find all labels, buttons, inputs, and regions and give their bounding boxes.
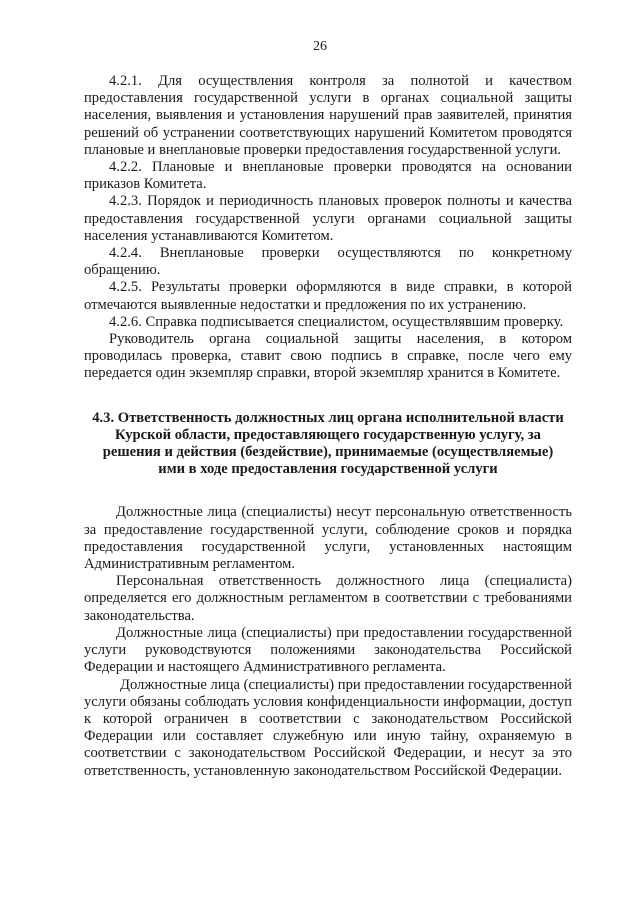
paragraph-confidentiality: Должностные лица (специалисты) при предоставлении государственной услуги обязаны соблюдать условия конфиденциальности информации, доступ к которой ограничен в соответствии с законодательством Российской Федерации или составляет служебную или иную тайну, охраняемую в соответствии с законодательством Российской Федерации, и несут за это ответственность, установленную законодательством Российской Федерации. [84,676,572,779]
paragraph-4-2-1: 4.2.1. Для осуществления контроля за полнотой и качеством предоставления государственной услуги в органах социальной защиты населения, выявления и установления нарушений прав заявителей, принятия решений об устранении соответствующих нарушений Комитетом проводятся плановые и внеплановые проверки предоставления государственной услуги. [84,73,572,158]
paragraph-4-2-5: 4.2.5. Результаты проверки оформляются в виде справки, в которой отмечаются выявленные недостатки и предложения по их устранению. [84,279,572,313]
paragraph-personal-responsibility: Персональная ответственность должностного лица (специалиста) определяется его должностным регламентом в соответствии с требованиями законодательства. [84,573,572,624]
paragraph-responsibility: Должностные лица (специалисты) несут персональную ответственность за предоставление государственной услуги, соблюдение сроков и порядка предоставления государственной услуги, установленных настоящим Административным регламентом. [84,504,572,573]
section-heading-4-3: 4.3. Ответственность должностных лиц органа исполнительной власти Курской области, предоставляющего государственную услугу, за решения и действия (бездействие), принимаемые (осуществляемые) ими в ходе предоставления государственной услуги [92,409,564,478]
paragraph-4-2-6: 4.2.6. Справка подписывается специалистом, осуществлявшим проверку. [109,313,564,330]
page-number: 26 [313,39,327,54]
paragraph-head-signature: Руководитель органа социальной защиты населения, в котором проводилась проверка, ставит свою подпись в справке, после чего ему передается один экземпляр справки, второй экземпляр хранится в Комитете. [84,331,572,382]
document-body [84,73,572,780]
paragraph-4-2-4: 4.2.4. Внеплановые проверки осуществляются по конкретному обращению. [84,245,572,279]
paragraph-4-2-3: 4.2.3. Порядок и периодичность плановых проверок полноты и качества предоставления государственной услуги органами социальной защиты населения устанавливаются Комитетом. [84,193,572,244]
paragraph-4-2-2: 4.2.2. Плановые и внеплановые проверки проводятся на основании приказов Комитета. [84,159,572,193]
paragraph-legislation: Должностные лица (специалисты) при предоставлении государственной услуги руководствуются положениями законодательства Российской Федерации и настоящего Административного регламента. [84,624,572,676]
